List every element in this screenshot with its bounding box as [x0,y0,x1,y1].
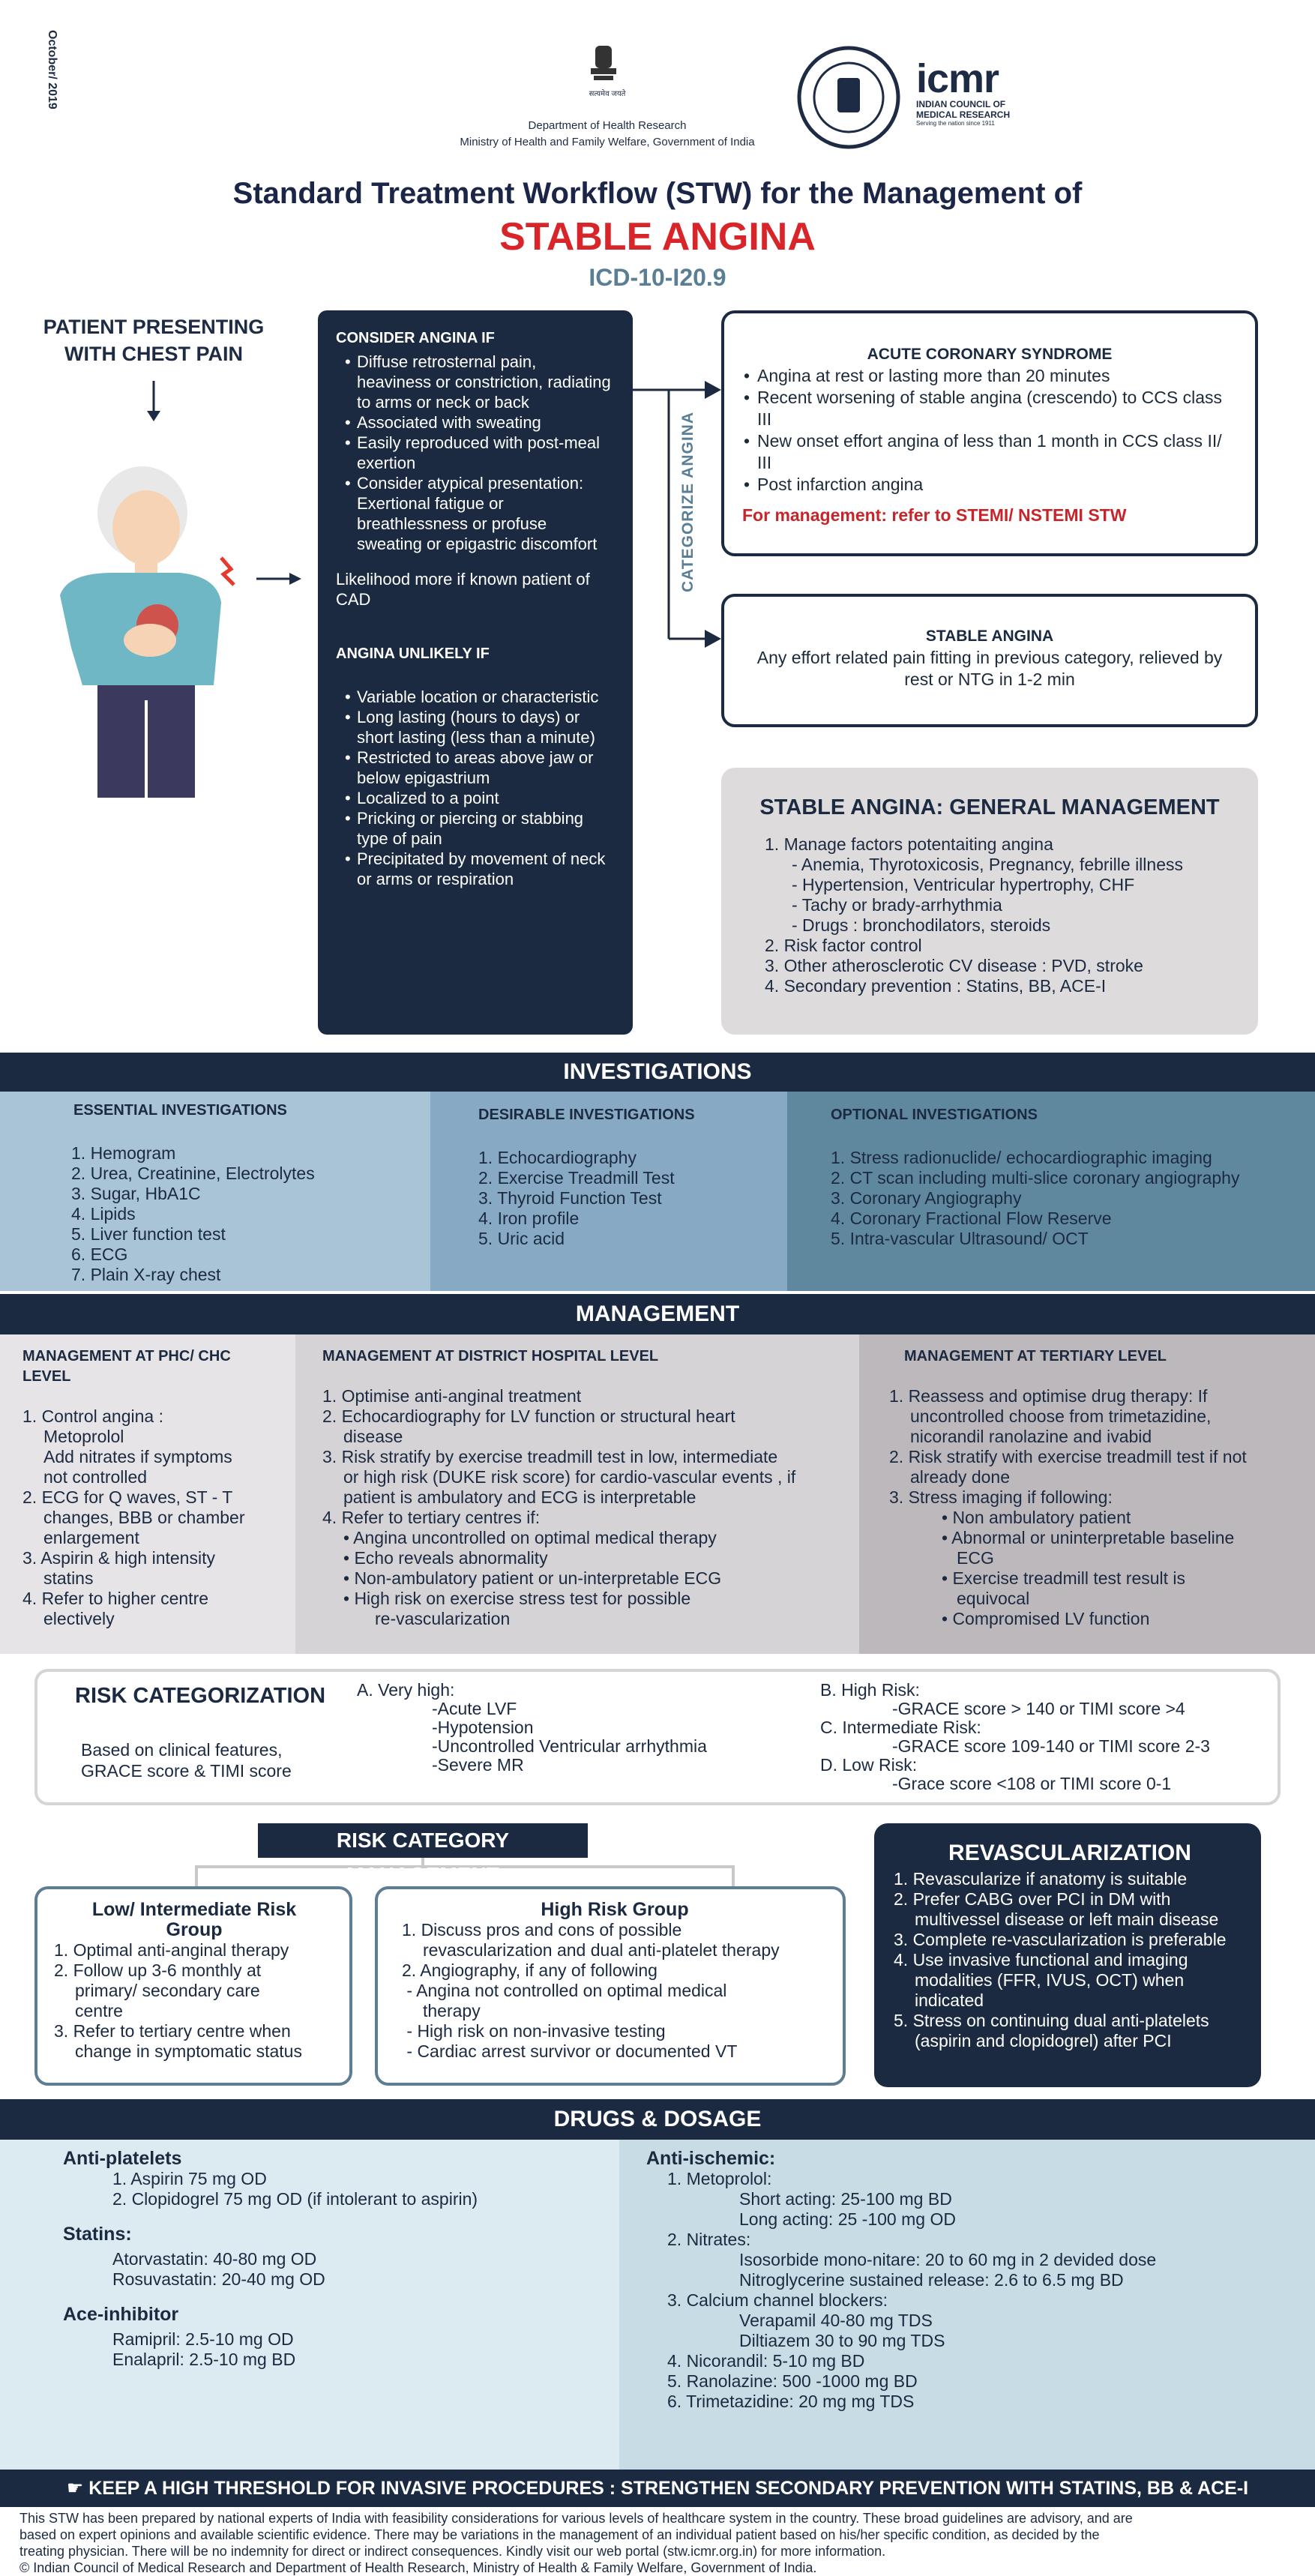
list-item: • Restricted to areas above jaw or below epigastrium [336,747,615,788]
emblem-motto: सत्यमेव जयते [589,90,626,98]
list-item: - Drugs : bronchodilators, steroids [792,915,1051,935]
list-item: • Localized to a point [336,788,615,808]
ministry-name: Ministry of Health and Family Welfare, Government of India [460,136,755,148]
icmr-tagline: Serving the nation since 1911 [916,120,995,127]
disclaimer-line: This STW has been prepared by national experts of India with feasibility considerations for various levels of healthcare system in the country. These broad guidelines are advisory, and are [19,2511,1133,2526]
list-item: 7. Plain X-ray chest [71,1265,221,1284]
list-item: • Angina at rest or lasting more than 20 minutes [742,365,1237,387]
list-item: 5. Liver function test [71,1224,226,1244]
risk-basis-2: GRACE score & TIMI score [81,1761,292,1781]
list-item: • Pricking or piercing or stabbing type of pain [336,808,615,849]
list-item: • New onset effort angina of less than 1 month in CCS class II/ III [742,430,1237,474]
patient-heading-2: WITH CHEST PAIN [64,343,243,365]
icmr-abbrev: icmr [916,56,999,101]
list-item: • Post infarction angina [742,474,1237,496]
drugs-band: DRUGS & DOSAGE [0,2099,1315,2140]
low-intermediate-risk-box: Low/ Intermediate Risk Group 1. Optimal anti-anginal therapy 2. Follow up 3-6 monthly at primary/ secondary care centre 3. Refer to tertiary centre when change in symptomatic status [34,1886,352,2086]
list-item: 3. Other atherosclerotic CV disease : PVD, stroke [765,956,1143,975]
drugs-right-column: Anti-ischemic: 1. Metoprolol: Short acting: 25-100 mg BD Long acting: 25 -100 mg OD 2. Nitrates: Isosorbide mono-nitare: 20 to 60 mg in 2 devided dose Nitroglycerine sustained release: 2.6 to 6.5 mg BD 3. Calcium channel blockers: Verapamil 40-80 mg TDS Diltiazem 30 to 90 mg TDS 4. Nicorandil: 5-10 mg BD 5. Ranolazine: 500 -1000 mg BD 6. Trimetazidine: 20 mg mg TDS [619,2140,1315,2470]
list-item: 4. Secondary prevention : Statins, BB, ACE-I [765,976,1107,996]
release-date: October/ 2019 [46,30,58,109]
intermediate-risk-label: C. Intermediate Risk: [820,1718,981,1737]
list-item: 3. Sugar, HbA1C [71,1184,201,1203]
list-item: Rosuvastatin: 20-40 mg OD [112,2269,325,2289]
icmr-name-2: MEDICAL RESEARCH [916,109,1011,120]
list-item: 3. Thyroid Function Test [478,1188,662,1208]
department-block [420,90,795,151]
list-item: 5. Stress on continuing dual anti-platelets (aspirin and clopidogrel) after PCI [894,2011,1209,2050]
high-risk-group-heading: High Risk Group [541,1899,689,1920]
anti-ischemic-heading: Anti-ischemic: [646,2148,776,2169]
list-item: 4. Coronary Fractional Flow Reserve [831,1209,1112,1228]
title-line-1: Standard Treatment Workflow (STW) for the Management of [232,177,1083,210]
antiplatelets-heading: Anti-platelets [63,2148,182,2169]
ace-inhibitor-heading: Ace-inhibitor [63,2304,179,2325]
acs-list [742,365,1237,496]
disclaimer [19,2510,1302,2576]
list-item: - Anemia, Thyrotoxicosis, Pregnancy, febrille illness [792,855,1183,874]
angina-unlikely-list [336,687,615,889]
list-item: • Easily reproduced with post-meal exertion [336,433,615,473]
footer-message: KEEP A HIGH THRESHOLD FOR INVASIVE PROCEDURES : STRENGTHEN SECONDARY PREVENTION WITH STATINS, BB & ACE-I [88,2478,1249,2499]
essential-heading: ESSENTIAL INVESTIGATIONS [73,1102,287,1119]
list-item: Atorvastatin: 40-80 mg OD [112,2249,317,2269]
revascularization-heading: REVASCULARIZATION [948,1841,1191,1865]
list-item: -Uncontrolled Ventricular arrhythmia [432,1736,707,1756]
stable-angina-text: Any effort related pain fitting in previous category, relieved by rest or NTG in 1-2 min [756,648,1223,689]
list-item: 2. Risk factor control [765,936,922,955]
stable-angina-heading: STABLE ANGINA [925,628,1054,645]
consider-angina-heading: CONSIDER ANGINA IF [336,330,495,346]
copyright-line: © Indian Council of Medical Research and Department of Health Research, Ministry of Health & Family Welfare, Government of India. [19,2560,817,2575]
phc-management: MANAGEMENT AT PHC/ CHC LEVEL 1. Control angina : Metoprolol Add nitrates if symptoms not controlled 2. ECG for Q waves, ST - T changes, BBB or chamber enlargement 3. Aspirin & high intensity statins 4. Refer to higher centre electively [0,1334,295,1654]
categorize-angina-label: CATEGORIZE ANGINA [679,412,696,593]
optional-heading: OPTIONAL INVESTIGATIONS [831,1107,1038,1123]
revascularization-box [874,1823,1261,2087]
tertiary-management: MANAGEMENT AT TERTIARY LEVEL 1. Reassess and optimise drug therapy: If uncontrolled choose from trimetazidine, nicorandil ranolazine and ivabid 2. Risk stratify with exercise treadmill test if not already done 3. Stress imaging if following: • Non ambulatory patient • Abnormal or uninterpretable baseline ECG • Exercise treadmill test result is equivocal • Compromised LV function [859,1334,1315,1654]
high-risk-label: B. High Risk: [820,1680,920,1700]
low-risk-heading-2: Group [166,1919,223,1940]
list-item: 6. ECG [71,1245,128,1264]
phc-heading [22,1346,273,1387]
right-arrow-icon [256,571,303,586]
list-item: 1. Stress radionuclide/ echocardiographic imaging [831,1148,1212,1167]
low-risk-heading-1: Low/ Intermediate Risk [91,1899,297,1920]
list-item: • Diffuse retrosternal pain, heaviness or constriction, radiating to arms or neck or back [336,352,615,412]
risk-basis-1: Based on clinical features, [81,1740,283,1760]
list-item: -Acute LVF [432,1699,517,1718]
hand-pointer-icon: ☛ [66,2478,89,2499]
icd-code: ICD-10-I20.9 [589,264,726,291]
district-heading: MANAGEMENT AT DISTRICT HOSPITAL LEVEL [322,1348,659,1364]
list-item: 2. Clopidogrel 75 mg OD (if intolerant to aspirin) [112,2189,478,2209]
patient-heading [30,313,277,367]
angina-criteria-panel [318,310,633,1035]
down-arrow-icon [144,381,163,423]
list-item: 2. CT scan including multi-slice coronary angiography [831,1168,1240,1188]
list-item: • Recent worsening of stable angina (crescendo) to CCS class III [742,387,1237,430]
stable-angina-box [721,594,1258,727]
very-high-label: A. Very high: [357,1680,455,1700]
list-item: 2. Urea, Creatinine, Electrolytes [71,1164,315,1183]
footer-band [0,2470,1315,2507]
patient-illustration-icon [52,453,240,798]
desirable-investigations [430,1092,787,1291]
low-risk-label: D. Low Risk: [820,1755,918,1775]
general-management-box [721,768,1258,1035]
drugs-left-column [0,2140,619,2470]
dept-name: Department of Health Research [528,119,687,132]
list-item: 1. Aspirin 75 mg OD [112,2169,267,2188]
management-band: MANAGEMENT [0,1294,1315,1334]
icmr-logo [916,58,1051,127]
list-item: • Associated with sweating [336,412,615,433]
list-item: 1. Revascularize if anatomy is suitable [894,1869,1188,1889]
low-risk-group-heading [54,1900,334,1940]
categorize-connector [633,375,723,652]
general-management-heading: STABLE ANGINA: GENERAL MANAGEMENT [759,795,1220,819]
other-risk-levels [820,1681,1210,1793]
acs-referral-note: For management: refer to STEMI/ NSTEMI STW [742,505,1127,525]
angina-unlikely-heading: ANGINA UNLIKELY IF [336,645,490,662]
optional-investigations [787,1092,1315,1291]
list-item: Ramipril: 2.5-10 mg OD [112,2329,294,2349]
phc-heading-2: LEVEL [22,1368,71,1385]
very-high-risk [357,1681,707,1775]
title-line-2: STABLE ANGINA [499,215,816,259]
district-management: MANAGEMENT AT DISTRICT HOSPITAL LEVEL 1. Optimise anti-anginal treatment 2. Echocardiography for LV function or structural heart disease 3. Risk stratify by exercise treadmill test in low, intermediate or high risk (DUKE risk score) for cardio-vascular events , if patient is ambulatory and ECG is interpretable 4. Refer to tertiary centres if: • Angina uncontrolled on optimal medical therapy • Echo reveals abnormality • Non-ambulatory patient or un-interpretable ECG • High risk on exercise stress test for possible re-vascularization [295,1334,859,1654]
statins-heading: Statins: [63,2224,132,2245]
high-risk-criteria: -GRACE score > 140 or TIMI score >4 [892,1699,1185,1718]
list-item: 3. Coronary Angiography [831,1188,1022,1208]
list-item: - Hypertension, Ventricular hypertrophy, CHF [792,875,1135,894]
list-item: -Severe MR [432,1755,524,1775]
list-item: 1. Hemogram [71,1143,176,1163]
phc-heading-1: MANAGEMENT AT PHC/ CHC [22,1348,231,1364]
risk-categorization-box [34,1669,1281,1805]
list-item: 2. Prefer CABG over PCI in DM with multivessel disease or left main disease [894,1889,1219,1929]
intermediate-risk-criteria: -GRACE score 109-140 or TIMI score 2-3 [892,1736,1210,1756]
list-item: Enalapril: 2.5-10 mg BD [112,2350,296,2369]
consider-angina-list [336,352,615,554]
list-item: -Hypotension [432,1718,534,1737]
likelihood-note: Likelihood more if known patient of CAD [336,570,590,609]
list-item: 4. Iron profile [478,1209,580,1228]
list-item: 5. Intra-vascular Ultrasound/ OCT [831,1229,1089,1248]
list-item: - Tachy or brady-arrhythmia [792,895,1002,915]
acs-heading: ACUTE CORONARY SYNDROME [867,346,1113,363]
rcm-heading: RISK CATEGORY MANAGEMENT [258,1823,588,1858]
list-item: 1. Manage factors potentaiting angina [765,834,1053,854]
list-item: 5. Uric acid [478,1229,565,1248]
list-item: • Consider atypical presentation: Exertional fatigue or breathlessness or profuse sweating or epigastric discomfort [336,473,615,554]
desirable-heading: DESIRABLE INVESTIGATIONS [478,1107,695,1123]
list-item: 4. Lipids [71,1204,136,1224]
list-item: 4. Use invasive functional and imaging modalities (FFR, IVUS, OCT) when indicated [894,1950,1188,2010]
high-risk-group-box: High Risk Group 1. Discuss pros and cons of possible revascularization and dual anti-platelet therapy 2. Angiography, if any of following - Angina not controlled on optimal medical therapy - High risk on non-invasive testing - Cardiac arrest survivor or documented VT [375,1886,846,2086]
list-item: • Variable location or characteristic [336,687,615,707]
icmr-seal-icon [796,45,901,150]
low-risk-criteria: -Grace score <108 or TIMI score 0-1 [892,1774,1172,1793]
list-item: 2. Exercise Treadmill Test [478,1168,675,1188]
risk-heading: RISK CATEGORIZATION [75,1684,326,1708]
list-item: 3. Complete re-vascularization is preferable [894,1930,1227,1949]
list-item: 1. Echocardiography [478,1148,637,1167]
acute-coronary-syndrome-box [721,310,1258,556]
patient-heading-1: PATIENT PRESENTING [43,316,265,338]
icmr-name-1: INDIAN COUNCIL OF [916,99,1006,109]
disclaimer-line: based on expert opinions and available scientific evidence. There may be variations in the management of an individual patient based on his/her specific condition, as decided by the [19,2527,1100,2542]
disclaimer-line: treating physician. There will be no indemnity for direct or indirect consequences. Kindly visit our web portal (stw.icmr.org.in) for more information. [19,2544,886,2559]
investigations-band: INVESTIGATIONS [0,1053,1315,1092]
tertiary-heading: MANAGEMENT AT TERTIARY LEVEL [904,1348,1167,1364]
list-item: • Long lasting (hours to days) or short lasting (less than a minute) [336,707,615,747]
list-item: • Precipitated by movement of neck or arms or respiration [336,849,615,889]
essential-investigations [0,1092,430,1291]
